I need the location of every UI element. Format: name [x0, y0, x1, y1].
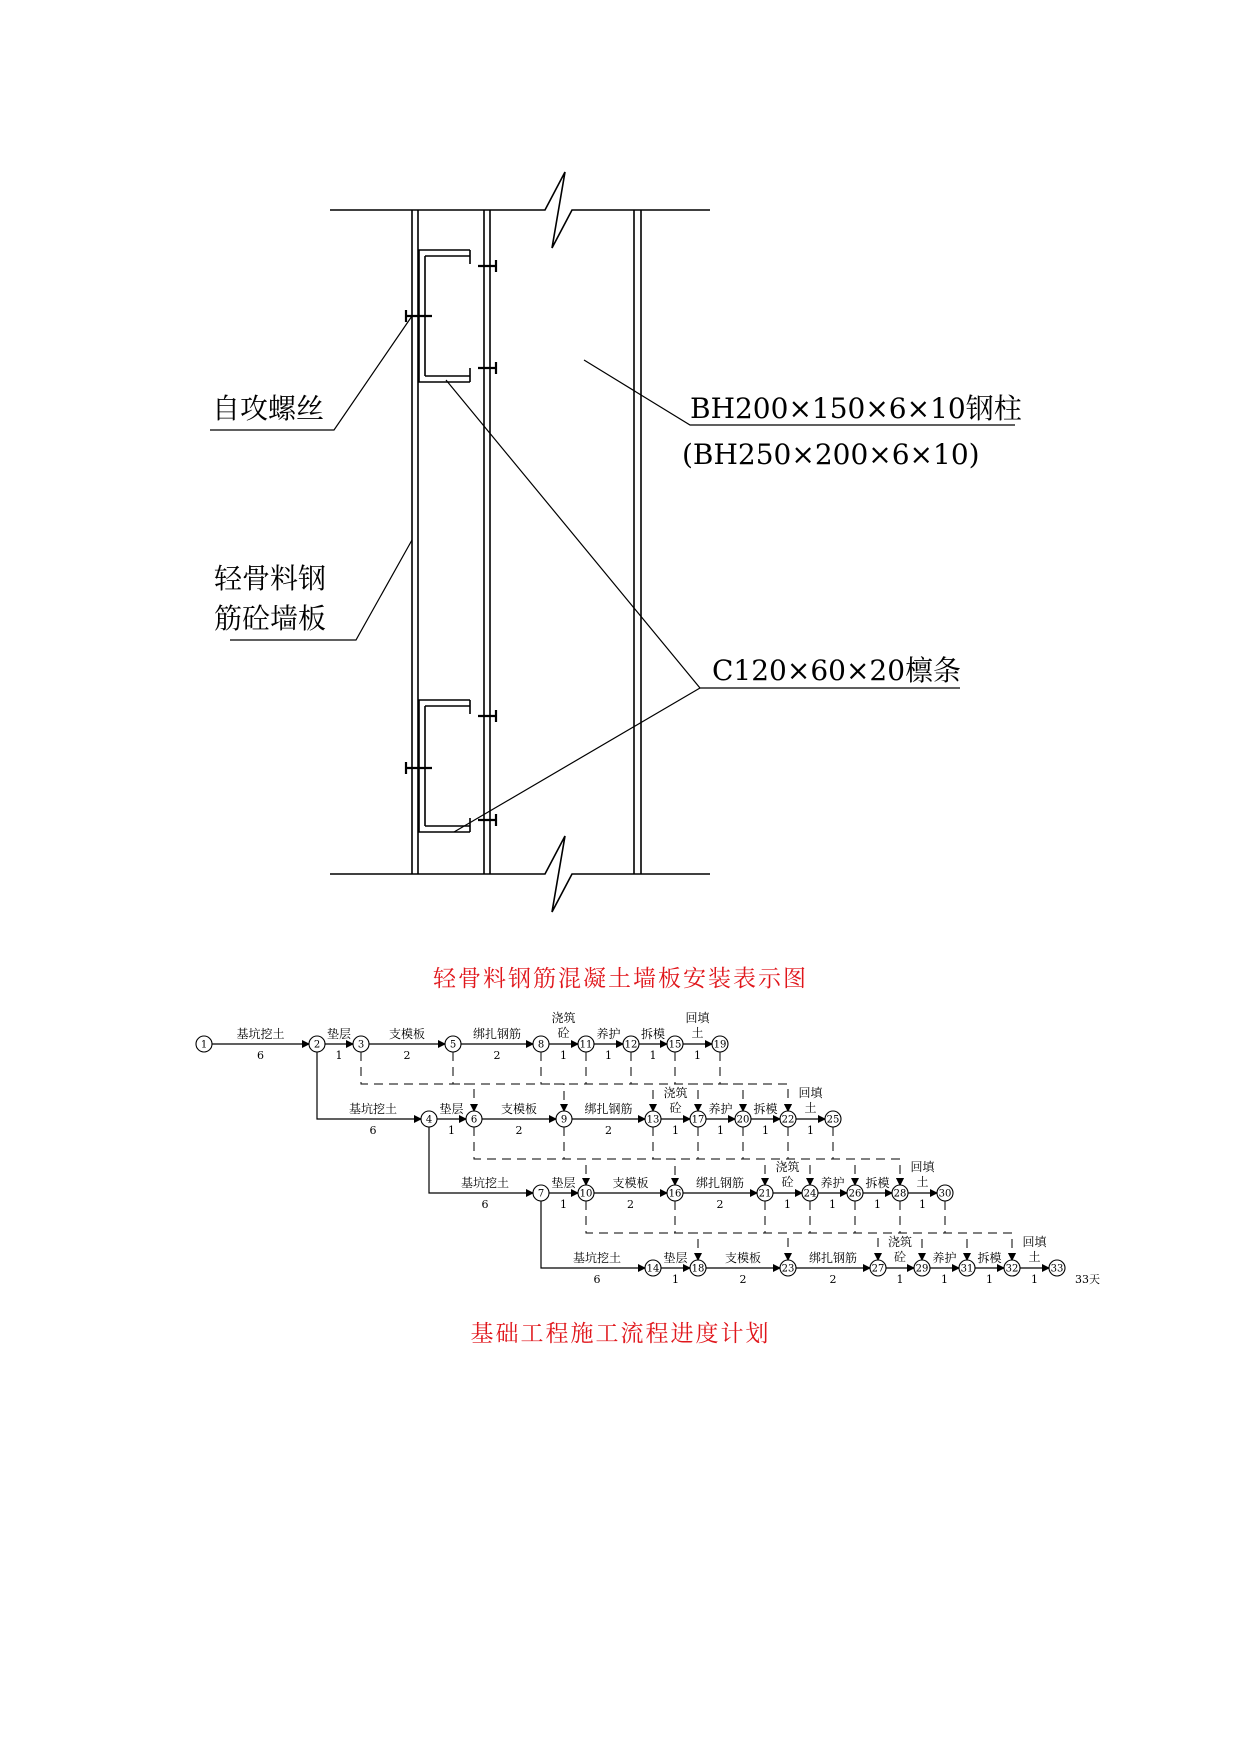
node-number: 20	[736, 1114, 750, 1126]
node-number: 16	[668, 1188, 682, 1200]
activity-name-cont: 砼	[669, 1101, 682, 1115]
node-number: 5	[449, 1039, 457, 1051]
activity-name-cont: 土	[916, 1175, 929, 1189]
node-number: 24	[803, 1188, 817, 1200]
activity-name: 垫层	[439, 1102, 464, 1116]
node-number: 26	[848, 1188, 862, 1200]
node-number: 23	[781, 1263, 795, 1275]
activity-name: 基坑挖土	[572, 1251, 622, 1265]
activity-duration: 1	[807, 1124, 814, 1137]
node-number: 12	[624, 1039, 638, 1051]
activity-duration: 1	[986, 1273, 993, 1286]
activity-name: 养护	[932, 1251, 957, 1265]
activity-duration: 6	[369, 1124, 377, 1137]
activity-duration: 1	[672, 1124, 679, 1137]
node-number: 32	[1005, 1263, 1019, 1275]
activity-duration: 2	[739, 1273, 747, 1286]
activity-duration: 1	[672, 1273, 679, 1286]
activity-name: 浇筑	[551, 1011, 576, 1025]
activity-duration: 1	[762, 1124, 769, 1137]
node-number: 29	[915, 1263, 929, 1275]
node-number: 2	[313, 1039, 321, 1051]
panel-label-line1: 轻骨料钢	[214, 562, 327, 595]
activity-duration: 1	[694, 1049, 701, 1062]
node-number: 22	[781, 1114, 795, 1126]
activity-name: 浇筑	[775, 1160, 800, 1174]
column-label-line1: BH200×150×6×10钢柱	[690, 392, 1022, 425]
activity-name: 基坑挖土	[236, 1027, 285, 1041]
activity-name: 绑扎钢筋	[695, 1176, 745, 1190]
node-number: 21	[758, 1188, 772, 1200]
activity-duration: 2	[627, 1198, 634, 1211]
activity-name: 基坑挖土	[460, 1176, 510, 1190]
activity-duration: 2	[493, 1049, 501, 1062]
activity-name: 养护	[820, 1176, 845, 1190]
activity-name: 支模板	[388, 1027, 426, 1041]
node-number: 9	[560, 1114, 568, 1126]
node-number: 1	[200, 1039, 208, 1051]
activity-duration: 1	[335, 1049, 343, 1062]
activity-duration: 1	[784, 1198, 791, 1211]
activity-duration: 1	[829, 1198, 836, 1211]
activity-name: 回填	[910, 1160, 935, 1174]
activity-name: 拆模	[865, 1176, 890, 1190]
activity-name: 拆模	[753, 1102, 778, 1116]
activity-duration: 2	[515, 1124, 523, 1137]
activity-name: 养护	[708, 1102, 733, 1116]
activity-name: 拆模	[977, 1251, 1002, 1265]
node-number: 10	[579, 1188, 593, 1200]
activity-name: 回填	[685, 1011, 710, 1025]
activity-name-cont: 土	[691, 1026, 704, 1040]
activity-name-cont: 砼	[781, 1175, 794, 1189]
activity-name-cont: 土	[804, 1101, 817, 1115]
activity-duration: 1	[874, 1198, 881, 1211]
activity-name: 垫层	[551, 1176, 576, 1190]
activity-name: 绑扎钢筋	[584, 1102, 633, 1116]
screw-label: 自攻螺丝	[212, 392, 325, 425]
activity-name: 支模板	[724, 1251, 762, 1265]
activity-duration: 1	[941, 1273, 948, 1286]
node-number: 30	[938, 1188, 952, 1200]
node-number: 18	[691, 1263, 705, 1275]
activity-name: 基坑挖土	[348, 1102, 398, 1116]
activity-name: 垫层	[326, 1027, 352, 1041]
activity-name: 浇筑	[887, 1235, 913, 1249]
node-number: 13	[646, 1114, 660, 1126]
dummy-links	[361, 1052, 1012, 1260]
node-number: 31	[960, 1263, 974, 1275]
column-label-line2: (BH250×200×6×10)	[682, 438, 980, 471]
activity-name: 回填	[798, 1086, 823, 1100]
activity-duration: 1	[896, 1273, 904, 1286]
activity-name-cont: 砼	[557, 1026, 570, 1040]
activity-duration: 1	[448, 1124, 455, 1137]
activity-name-cont: 砼	[893, 1250, 907, 1264]
node-number: 3	[357, 1039, 365, 1051]
node-number: 4	[425, 1114, 433, 1126]
activity-duration: 1	[560, 1198, 567, 1211]
activity-duration: 2	[716, 1198, 724, 1211]
panel-label-line2: 筋砼墙板	[214, 602, 327, 635]
activity-name: 绑扎钢筋	[472, 1027, 522, 1041]
node-number: 11	[579, 1039, 593, 1051]
node-number: 17	[691, 1114, 705, 1126]
node-number: 7	[537, 1188, 545, 1200]
activity-name: 绑扎钢筋	[808, 1251, 858, 1265]
node-number: 14	[646, 1263, 660, 1275]
node-number: 19	[713, 1039, 727, 1051]
activity-duration: 2	[605, 1124, 612, 1137]
purlin-label: C120×60×20檩条	[712, 654, 962, 687]
node-number: 8	[537, 1039, 545, 1051]
activity-name: 支模板	[612, 1176, 649, 1190]
activity-name: 垫层	[663, 1251, 688, 1265]
activity-duration: 2	[829, 1273, 837, 1286]
node-number: 27	[871, 1263, 885, 1275]
activity-name: 浇筑	[663, 1086, 688, 1100]
activity-duration: 1	[1031, 1273, 1038, 1286]
activity-duration: 1	[717, 1124, 724, 1137]
activity-name-cont: 土	[1028, 1250, 1041, 1264]
activity-duration: 1	[560, 1049, 567, 1062]
activity-name: 回填	[1022, 1235, 1047, 1249]
figure2-caption: 基础工程施工流程进度计划	[470, 1321, 771, 1347]
figure1-caption: 轻骨料钢筋混凝土墙板安装表示图	[433, 966, 808, 992]
activity-duration: 6	[593, 1273, 601, 1286]
node-number: 6	[470, 1114, 478, 1126]
node-number: 15	[668, 1039, 682, 1051]
activity-duration: 1	[605, 1049, 612, 1062]
activity-name: 养护	[596, 1027, 621, 1041]
node-number: 25	[826, 1114, 840, 1126]
activity-name: 拆模	[640, 1027, 666, 1041]
activity-duration: 6	[257, 1049, 264, 1062]
node-number: 33	[1050, 1263, 1064, 1275]
activity-duration: 1	[919, 1198, 926, 1211]
activity-duration: 2	[403, 1049, 411, 1062]
activity-duration: 6	[481, 1198, 489, 1211]
activity-duration: 1	[649, 1049, 657, 1062]
node-number: 28	[893, 1188, 907, 1200]
total-duration: 33天	[1075, 1273, 1100, 1286]
activity-name: 支模板	[500, 1102, 538, 1116]
